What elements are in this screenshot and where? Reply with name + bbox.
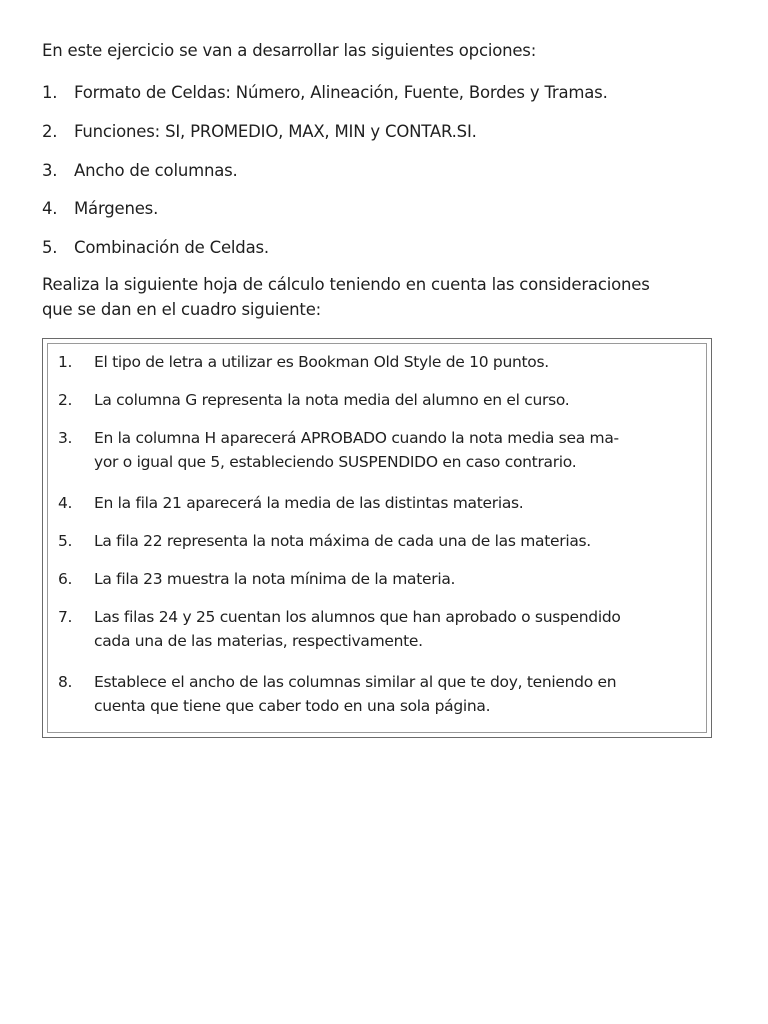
option-item [42,158,732,197]
rule-text: Las filas 24 y 25 cuentan los alumnos que han aprobado o suspendido [94,608,621,626]
paragraph-line: que se dan en el cuadro siguiente: [42,300,322,319]
rule-text: El tipo de letra a utilizar es Bookman Old Style de 10 puntos. [94,353,549,371]
rule-number: 4. [58,494,73,512]
rule-item [58,388,708,426]
rule-number: 1. [58,353,73,371]
rule-text: La fila 22 representa la nota máxima de cada una de las materias. [94,532,591,550]
option-number: 3. [42,160,58,180]
option-text: Márgenes. [74,199,159,219]
option-text: Ancho de columnas. [74,160,238,180]
option-item [42,80,732,119]
option-number: 4. [42,199,58,219]
option-text: Combinación de Celdas. [74,238,269,258]
rules-list [58,350,708,730]
instructions-paragraph [42,272,732,322]
option-item [42,235,732,274]
rule-text: yor o igual que 5, estableciendo SUSPENDIDO en caso contrario. [94,453,577,471]
rule-item [58,350,708,388]
option-item [42,119,732,158]
option-number: 2. [42,121,58,141]
rule-text: cada una de las materias, respectivamente. [94,632,423,650]
rule-item [58,670,708,730]
rule-number: 2. [58,391,73,409]
rule-text: En la columna H aparecerá APROBADO cuando la nota media sea ma- [94,429,619,447]
option-number: 1. [42,83,58,102]
rule-text: La columna G representa la nota media del alumno en el curso. [94,391,570,409]
rule-number: 5. [58,532,73,550]
rule-text: cuenta que tiene que caber todo en una sola página. [94,697,491,715]
rule-item [58,491,708,529]
rule-item [58,605,708,670]
paragraph-line: Realiza la siguiente hoja de cálculo teniendo en cuenta las consideraciones [42,275,650,294]
option-text: Funciones: SI, PROMEDIO, MAX, MIN y CONTAR.SI. [74,121,477,141]
rule-text: En la fila 21 aparecerá la media de las distintas materias. [94,494,524,512]
rule-item [58,426,708,491]
rule-text: La fila 23 muestra la nota mínima de la materia. [94,570,456,588]
options-list [42,80,732,274]
option-number: 5. [42,238,58,258]
rule-number: 3. [58,429,73,447]
rule-number: 8. [58,673,73,691]
rule-item [58,567,708,605]
intro-text: En este ejercicio se van a desarrollar las siguientes opciones: [42,41,537,60]
option-text: Formato de Celdas: Número, Alineación, Fuente, Bordes y Tramas. [74,83,608,102]
rule-number: 7. [58,608,73,626]
rule-item [58,529,708,567]
option-item [42,196,732,235]
rule-text: Establece el ancho de las columnas similar al que te doy, teniendo en [94,673,617,691]
rule-number: 6. [58,570,73,588]
